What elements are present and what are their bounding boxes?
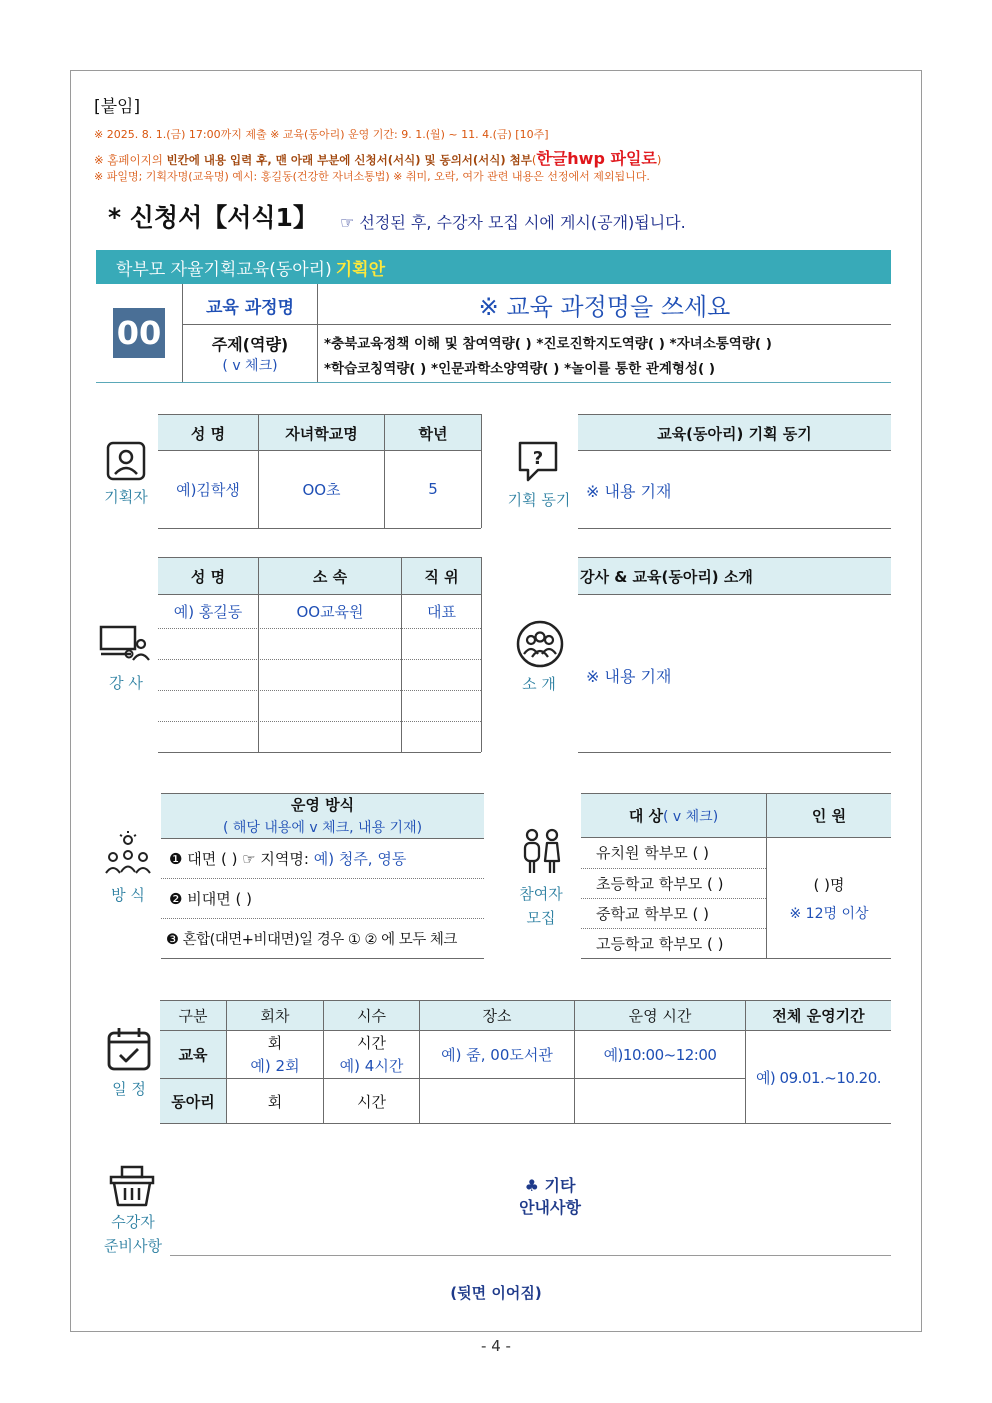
planner-header-name: 성 명 — [190, 424, 226, 443]
target-elementary[interactable]: 초등학교 학부모 ( ) — [596, 875, 724, 893]
instructor-name-value[interactable]: 예) 홍길동 — [173, 603, 243, 621]
method-option-1-text: ❶ 대면 ( ) ☞ 지역명: — [169, 850, 314, 868]
schedule-header-time: 운영 시간 — [628, 1007, 692, 1025]
recruit-header-target-check: ( v 체크) — [663, 808, 719, 825]
prep-icon-label-2: 준비사항 — [104, 1237, 162, 1255]
instructor-affiliation-value[interactable]: OO교육원 — [296, 603, 364, 621]
recruit-count-note: ※ 12명 이상 — [789, 906, 869, 922]
prep-etc-1: ♣ 기타 — [524, 1176, 576, 1195]
target-high[interactable]: 고등학교 학부모 ( ) — [596, 935, 724, 953]
planner-name-value[interactable]: 예)김학생 — [176, 480, 240, 499]
recruit-header-count: 인 원 — [811, 807, 847, 825]
note-line-2c: ( — [531, 153, 537, 167]
note-line-2a: ※ 홈페이지의 — [94, 153, 167, 167]
target-kindergarten[interactable]: 유치원 학부모 ( ) — [596, 844, 709, 862]
method-header: 운영 방식 — [290, 796, 355, 814]
instructor-header-affiliation: 소 속 — [312, 568, 348, 586]
method-option-3[interactable]: ❸ 혼합(대면+비대면)일 경우 ① ② 에 모두 체크 — [166, 932, 457, 948]
motive-icon-label: 기획 동기 — [507, 491, 571, 509]
method-header-note: ( 해당 내용에 v 체크, 내용 기재) — [222, 820, 423, 836]
recruit-header-target: 대 상 — [628, 807, 664, 825]
planner-school-value[interactable]: OO초 — [302, 480, 341, 499]
person-icon — [105, 440, 147, 482]
course-name-label: 교육 과정명 — [205, 297, 295, 318]
prep-icon-label-1: 수강자 — [111, 1213, 155, 1231]
planner-header-school: 자녀학교명 — [285, 424, 358, 443]
method-option-1[interactable] — [169, 848, 406, 869]
schedule-icon-label: 일 정 — [112, 1080, 146, 1098]
schedule-header-period: 전체 운영기간 — [772, 1007, 865, 1025]
intro-header: 강사 & 교육(동아리) 소개 — [578, 558, 891, 595]
recruit-count-value[interactable]: ( )명 — [813, 876, 845, 894]
banner-text: 학부모 자율기획교육(동아리) — [116, 259, 332, 280]
parents-icon — [518, 827, 566, 875]
target-middle[interactable]: 중학교 학부모 ( ) — [596, 905, 709, 923]
motive-header: 교육(동아리) 기획 동기 — [578, 415, 891, 451]
svg-text:?: ? — [532, 448, 544, 469]
schedule-edu-place[interactable]: 예) 줌, 00도서관 — [441, 1046, 553, 1064]
planner-icon-label: 기획자 — [104, 488, 148, 506]
schedule-edu-hours-unit: 시간 — [357, 1034, 386, 1052]
planner-header-grade: 학년 — [418, 424, 448, 443]
intro-icon-label: 소 개 — [522, 675, 556, 693]
recruit-icon-label-2: 모집 — [526, 909, 556, 927]
intro-content[interactable]: ※ 내용 기재 — [586, 667, 672, 686]
schedule-edu-hours-example[interactable]: 예) 4시간 — [339, 1057, 404, 1075]
course-number: 00 — [113, 308, 165, 358]
instructor-icon-label: 강 사 — [109, 674, 143, 692]
instructor-header-position: 직 위 — [424, 568, 459, 586]
schedule-header-sessions: 회차 — [260, 1007, 290, 1025]
prep-etc — [450, 1175, 650, 1219]
prep-etc-2: 안내사항 — [519, 1198, 581, 1217]
continued-note: (뒷면 이어짐) — [450, 1284, 542, 1302]
method-icon-label: 방 식 — [111, 886, 145, 904]
banner — [96, 250, 891, 284]
instructor-header-name: 성 명 — [190, 568, 226, 586]
banner-highlight: 기획안 — [335, 259, 386, 280]
schedule-edu-sessions-example[interactable]: 예) 2회 — [250, 1057, 300, 1075]
schedule-header-category: 구분 — [178, 1007, 208, 1025]
attach-label: [붙임] — [94, 97, 141, 117]
planner-grade-value[interactable]: 5 — [428, 480, 438, 498]
instructor-position-value[interactable]: 대표 — [427, 603, 456, 621]
schedule-club-label: 동아리 — [171, 1092, 215, 1111]
course-name-value[interactable]: ※ 교육 과정명을 쓰세요 — [478, 292, 731, 321]
form-title: * 신청서【서식1】 — [108, 203, 318, 232]
note-line-2d: 한글hwp 파일로 — [536, 149, 657, 168]
schedule-period-value[interactable]: 예) 09.01.~10.20. — [755, 1068, 882, 1087]
recruit-icon-label — [508, 882, 574, 930]
form-subtitle: ☞ 선정된 후, 수강자 모집 시에 게시(공개)됩니다. — [340, 213, 686, 232]
basket-icon — [108, 1164, 156, 1208]
note-line-2b: 빈칸에 내용 입력 후, 맨 아래 부분에 신청서(서식) 및 동의서(서식) 첨부 — [166, 153, 532, 167]
motive-content[interactable]: ※ 내용 기재 — [586, 482, 672, 501]
note-line-1: ※ 2025. 8. 1.(금) 17:00까지 제출 ※ 교육(동아리) 운영 기간: 9. 1.(월) ~ 11. 4.(금) [10주] — [94, 128, 549, 141]
teacher-board-icon — [99, 624, 153, 664]
schedule-edu-time[interactable]: 예)10:00~12:00 — [603, 1046, 717, 1064]
method-option-1-example: 예) 청주, 영동 — [313, 850, 407, 868]
schedule-club-hours-unit[interactable]: 시간 — [357, 1092, 386, 1111]
note-line-2e: ) — [656, 153, 662, 167]
method-option-2[interactable]: ❷ 비대면 ( ) — [169, 890, 252, 908]
page-number: - 4 - — [481, 1337, 511, 1355]
note-line-2 — [94, 146, 661, 169]
schedule-header-place: 장소 — [482, 1007, 512, 1025]
idea-people-icon — [104, 830, 152, 876]
schedule-header-hours: 시수 — [357, 1007, 386, 1025]
recruit-header-target-box — [581, 794, 766, 837]
schedule-edu-label: 교육 — [178, 1046, 208, 1064]
schedule-edu-sessions-unit: 회 — [267, 1034, 283, 1052]
topic-line-2[interactable]: *학습코칭역량( ) *인문과학소양역량( ) *놀이를 통한 관계형성( ) — [324, 361, 716, 377]
topic-line-1[interactable]: *충북교육정책 이해 및 참여역량( ) *진로진학지도역량( ) *자녀소통역량( ) — [324, 336, 772, 352]
recruit-icon-label-1: 참여자 — [519, 885, 563, 903]
schedule-club-sessions-unit[interactable]: 회 — [267, 1092, 283, 1111]
group-people-icon — [515, 619, 565, 669]
note-line-3: ※ 파일명; 기획자명(교육명) 예시: 홍길동(건강한 자녀소통법) ※ 취미, 오락, 여가 관련 내용은 선정에서 제외됩니다. — [94, 170, 650, 183]
calendar-check-icon — [106, 1026, 152, 1072]
question-chat-icon — [516, 438, 562, 484]
topic-check: ( v 체크) — [222, 358, 278, 374]
prep-icon-label — [96, 1210, 170, 1258]
topic-label: 주제(역량) — [211, 335, 289, 354]
topic-label-box — [183, 332, 317, 375]
